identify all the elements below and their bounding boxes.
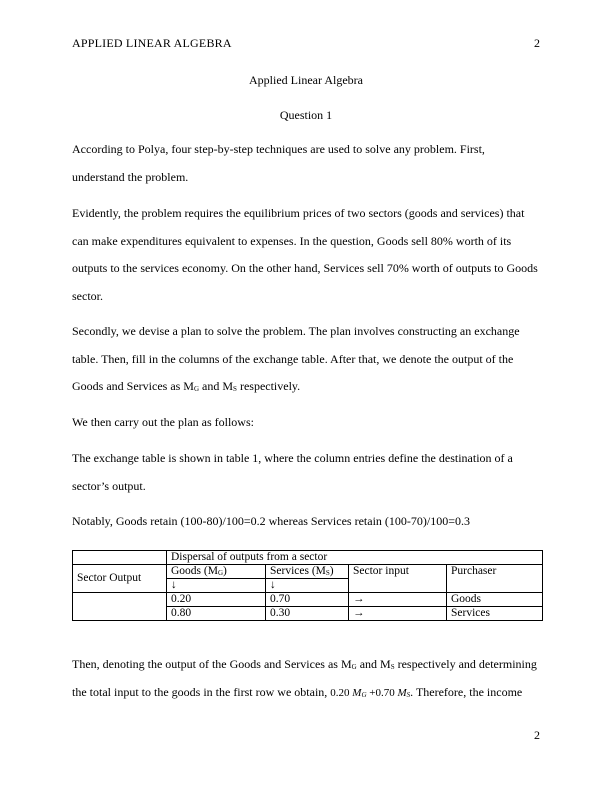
- paragraph-plan: Secondly, we devise a plan to solve the problem. The plan involves constructing an exchange table. Then, fill in the columns of the exchange table. After that, we denote the output of the Goods and Services as $M_G$ and $M_S$ respectively.: [72, 324, 520, 394]
- paragraph-problem: Evidently, the problem requires the equilibrium prices of two sectors (goods and services) that can make expenditures equivalent to expenses. In the question, Goods sell 80% worth of its outputs to the services economy. On the other hand, Services sell 70% worth of outputs to Goods sector.: [72, 206, 538, 303]
- running-head: APPLIED LINEAR ALGEBRA: [72, 36, 232, 50]
- table-header-services: Services $(M_S)$: [266, 565, 349, 579]
- equation: 0.20 $M_G +0.70$ $M_S$: [330, 686, 411, 699]
- paragraph-polya: According to Polya, four step-by-step techniques are used to solve any problem. First, understand the problem.: [72, 142, 485, 184]
- table-header-sector-input: Sector input: [349, 565, 447, 593]
- table-header-span: Dispersal of outputs from a sector: [167, 551, 543, 565]
- table-cell-goods: 0.20: [167, 593, 266, 607]
- table-cell-purchaser: Services: [447, 607, 543, 621]
- table-cell-purchaser: Goods: [447, 593, 543, 607]
- down-arrow-icon: ↓: [167, 579, 266, 593]
- paragraph-carry-out: We then carry out the plan as follows:: [72, 415, 254, 429]
- table-cell: [73, 551, 167, 565]
- table-header-sector-output: Sector Output: [73, 565, 167, 593]
- table-row: [73, 593, 543, 607]
- paragraph-retain: Notably, Goods retain (100-80)/100=0.2 whereas Services retain (100-70)/100=0.3: [72, 514, 470, 528]
- right-arrow-icon: →: [349, 607, 447, 621]
- table-cell: [73, 593, 167, 621]
- table-row: [73, 551, 543, 565]
- table-header-goods: Goods $(M_G)$: [167, 565, 266, 579]
- paragraph-exchange-table: The exchange table is shown in table 1, where the column entries define the destination of a sector’s output.: [72, 451, 513, 493]
- document-title: Applied Linear Algebra: [249, 73, 363, 87]
- exchange-table: [72, 550, 543, 621]
- right-arrow-icon: →: [349, 593, 447, 607]
- page-number-top: 2: [534, 36, 540, 50]
- table-row: [73, 565, 543, 579]
- down-arrow-icon: ↓: [266, 579, 349, 593]
- table-cell-goods: 0.80: [167, 607, 266, 621]
- table-header-purchaser: Purchaser: [447, 565, 543, 593]
- paragraph-total-input: Then, denoting the output of the Goods and Services as $M_G$ and $M_S$ respectively and determining the total input to the goods in the first row we obtain, 0.20 $M_G +0.70$ $M_S$. Therefore, the income: [72, 657, 537, 699]
- question-heading: Question 1: [279, 108, 333, 122]
- page-number-bottom: 2: [534, 728, 540, 742]
- table-cell-services: 0.30: [266, 607, 349, 621]
- table-cell-services: 0.70: [266, 593, 349, 607]
